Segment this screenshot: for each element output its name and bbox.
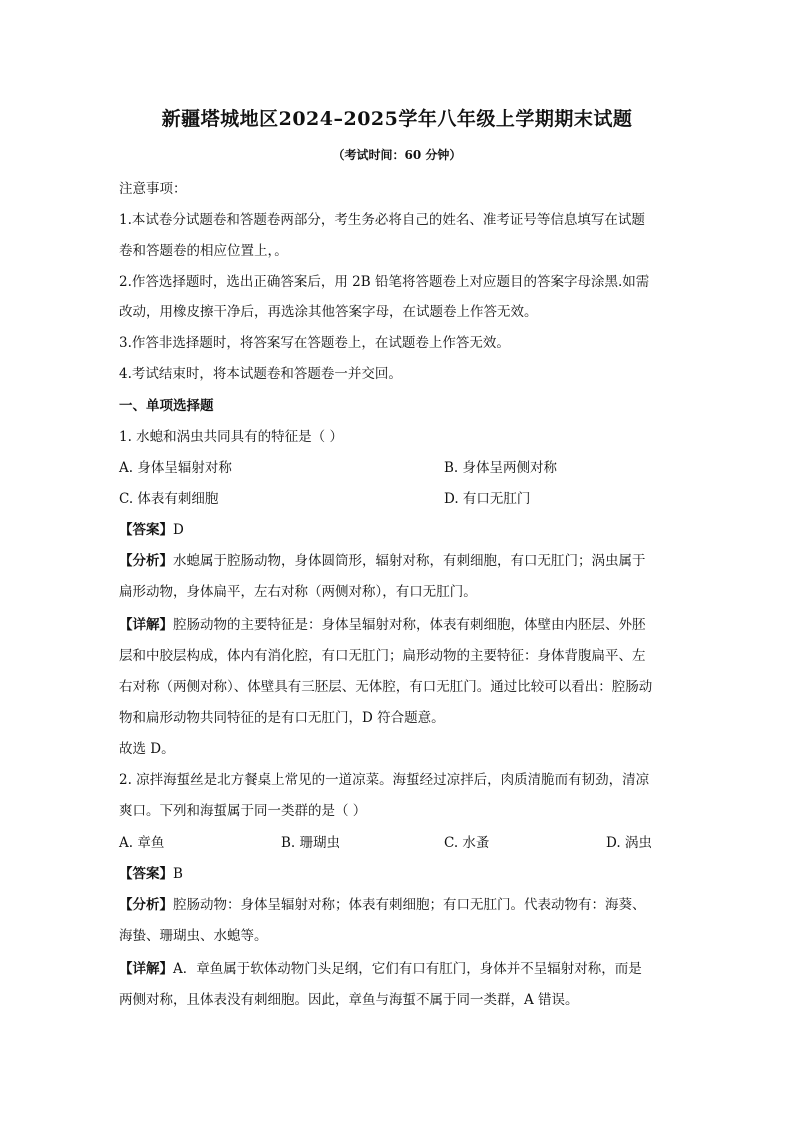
question-1-answer (119, 518, 184, 538)
detail-text: 腔肠动物的主要特征是：身体呈辐射对称，体表有刺细胞，体壁由内胚层、外胚 (173, 617, 646, 633)
analysis-tag: 【分析】 (119, 897, 173, 913)
answer-tag: 【答案】 (119, 522, 173, 538)
question-2-option-a: A. 章鱼 (119, 835, 165, 851)
notice-line: 改动，用橡皮擦干净后，再选涂其他答案字母，在试题卷上作答无效。 (119, 304, 538, 320)
detail-text: 物和扁形动物共同特征的是有口无肛门，D 符合题意。 (119, 710, 445, 726)
notice-heading: 注意事项： (119, 181, 187, 197)
question-1-analysis (119, 549, 646, 569)
answer-value: D (173, 522, 184, 538)
detail-text: 层和中胶层构成，体内有消化腔，有口无肛门；扁形动物的主要特征：身体背腹扁平、左 (119, 648, 646, 664)
question-2-answer (119, 862, 183, 882)
question-2-option-c: C. 水蚤 (444, 835, 490, 851)
detail-tag: 【详解】 (119, 617, 173, 633)
question-1-option-c: C. 体表有刺细胞 (119, 491, 219, 507)
question-1-option-b: B. 身体呈两侧对称 (444, 460, 558, 476)
notice-line: 4.考试结束时，将本试题卷和答题卷一并交回。 (119, 366, 402, 382)
analysis-tag: 【分析】 (119, 553, 173, 569)
answer-tag: 【答案】 (119, 866, 173, 882)
question-2-detail (119, 957, 642, 977)
question-1-conclusion: 故选 D。 (119, 741, 175, 757)
question-1-option-d: D. 有口无肛门 (444, 491, 531, 507)
detail-text: A．章鱼属于软体动物门头足纲，它们有口有肛门，身体并不呈辐射对称，而是 (173, 961, 642, 977)
exam-title: 新疆塔城地区2024–2025学年八年级上学期期末试题 (161, 108, 633, 130)
question-1-detail (119, 613, 646, 633)
analysis-text: 扁形动物，身体扁平，左右对称（两侧对称），有口无肛门。 (119, 584, 477, 600)
detail-text: 右对称（两侧对称）、体壁具有三胚层、无体腔，有口无肛门。通过比较可以看出：腔肠动 (119, 679, 653, 695)
question-1-stem: 1. 水螅和涡虫共同具有的特征是（ ） (119, 429, 343, 445)
question-2-stem: 爽口。下列和海蜇属于同一类群的是（ ） (119, 803, 367, 819)
exam-duration: （考试时间：60 分钟） (332, 148, 462, 162)
notice-line: 1.本试卷分试题卷和答题卷两部分，考生务必将自己的姓名、准考证号等信息填写在试题 (119, 212, 645, 228)
notice-line: 2.作答选择题时，选出正确答案后，用 2B 铅笔将答题卷上对应题目的答案字母涂黑.如需 (119, 274, 650, 290)
analysis-text: 腔肠动物：身体呈辐射对称；体表有刺细胞；有口无肛门。代表动物有：海葵、 (173, 897, 646, 913)
question-2-option-d: D. 涡虫 (606, 835, 652, 851)
notice-line: 卷和答题卷的相应位置上，。 (119, 243, 288, 259)
notice-line: 3.作答非选择题时，将答案写在答题卷上，在试题卷上作答无效。 (119, 335, 510, 351)
question-2-analysis (119, 893, 646, 913)
question-2-option-b: B. 珊瑚虫 (281, 835, 341, 851)
analysis-text: 海蛰、珊瑚虫、水螅等。 (119, 928, 268, 944)
analysis-text: 水螅属于腔肠动物，身体圆筒形，辐射对称，有刺细胞，有口无肛门；涡虫属于 (173, 553, 646, 569)
detail-tag: 【详解】 (119, 961, 173, 977)
section-heading: 一、单项选择题 (119, 398, 214, 414)
question-1-option-a: A. 身体呈辐射对称 (119, 460, 232, 476)
detail-text: 两侧对称，且体表没有刺细胞。因此，章鱼与海蜇不属于同一类群，A 错误。 (119, 992, 579, 1008)
answer-value: B (173, 866, 183, 882)
question-2-stem: 2. 凉拌海蜇丝是北方餐桌上常见的一道凉菜。海蜇经过凉拌后，肉质清脆而有韧劲，清凉 (119, 772, 650, 788)
